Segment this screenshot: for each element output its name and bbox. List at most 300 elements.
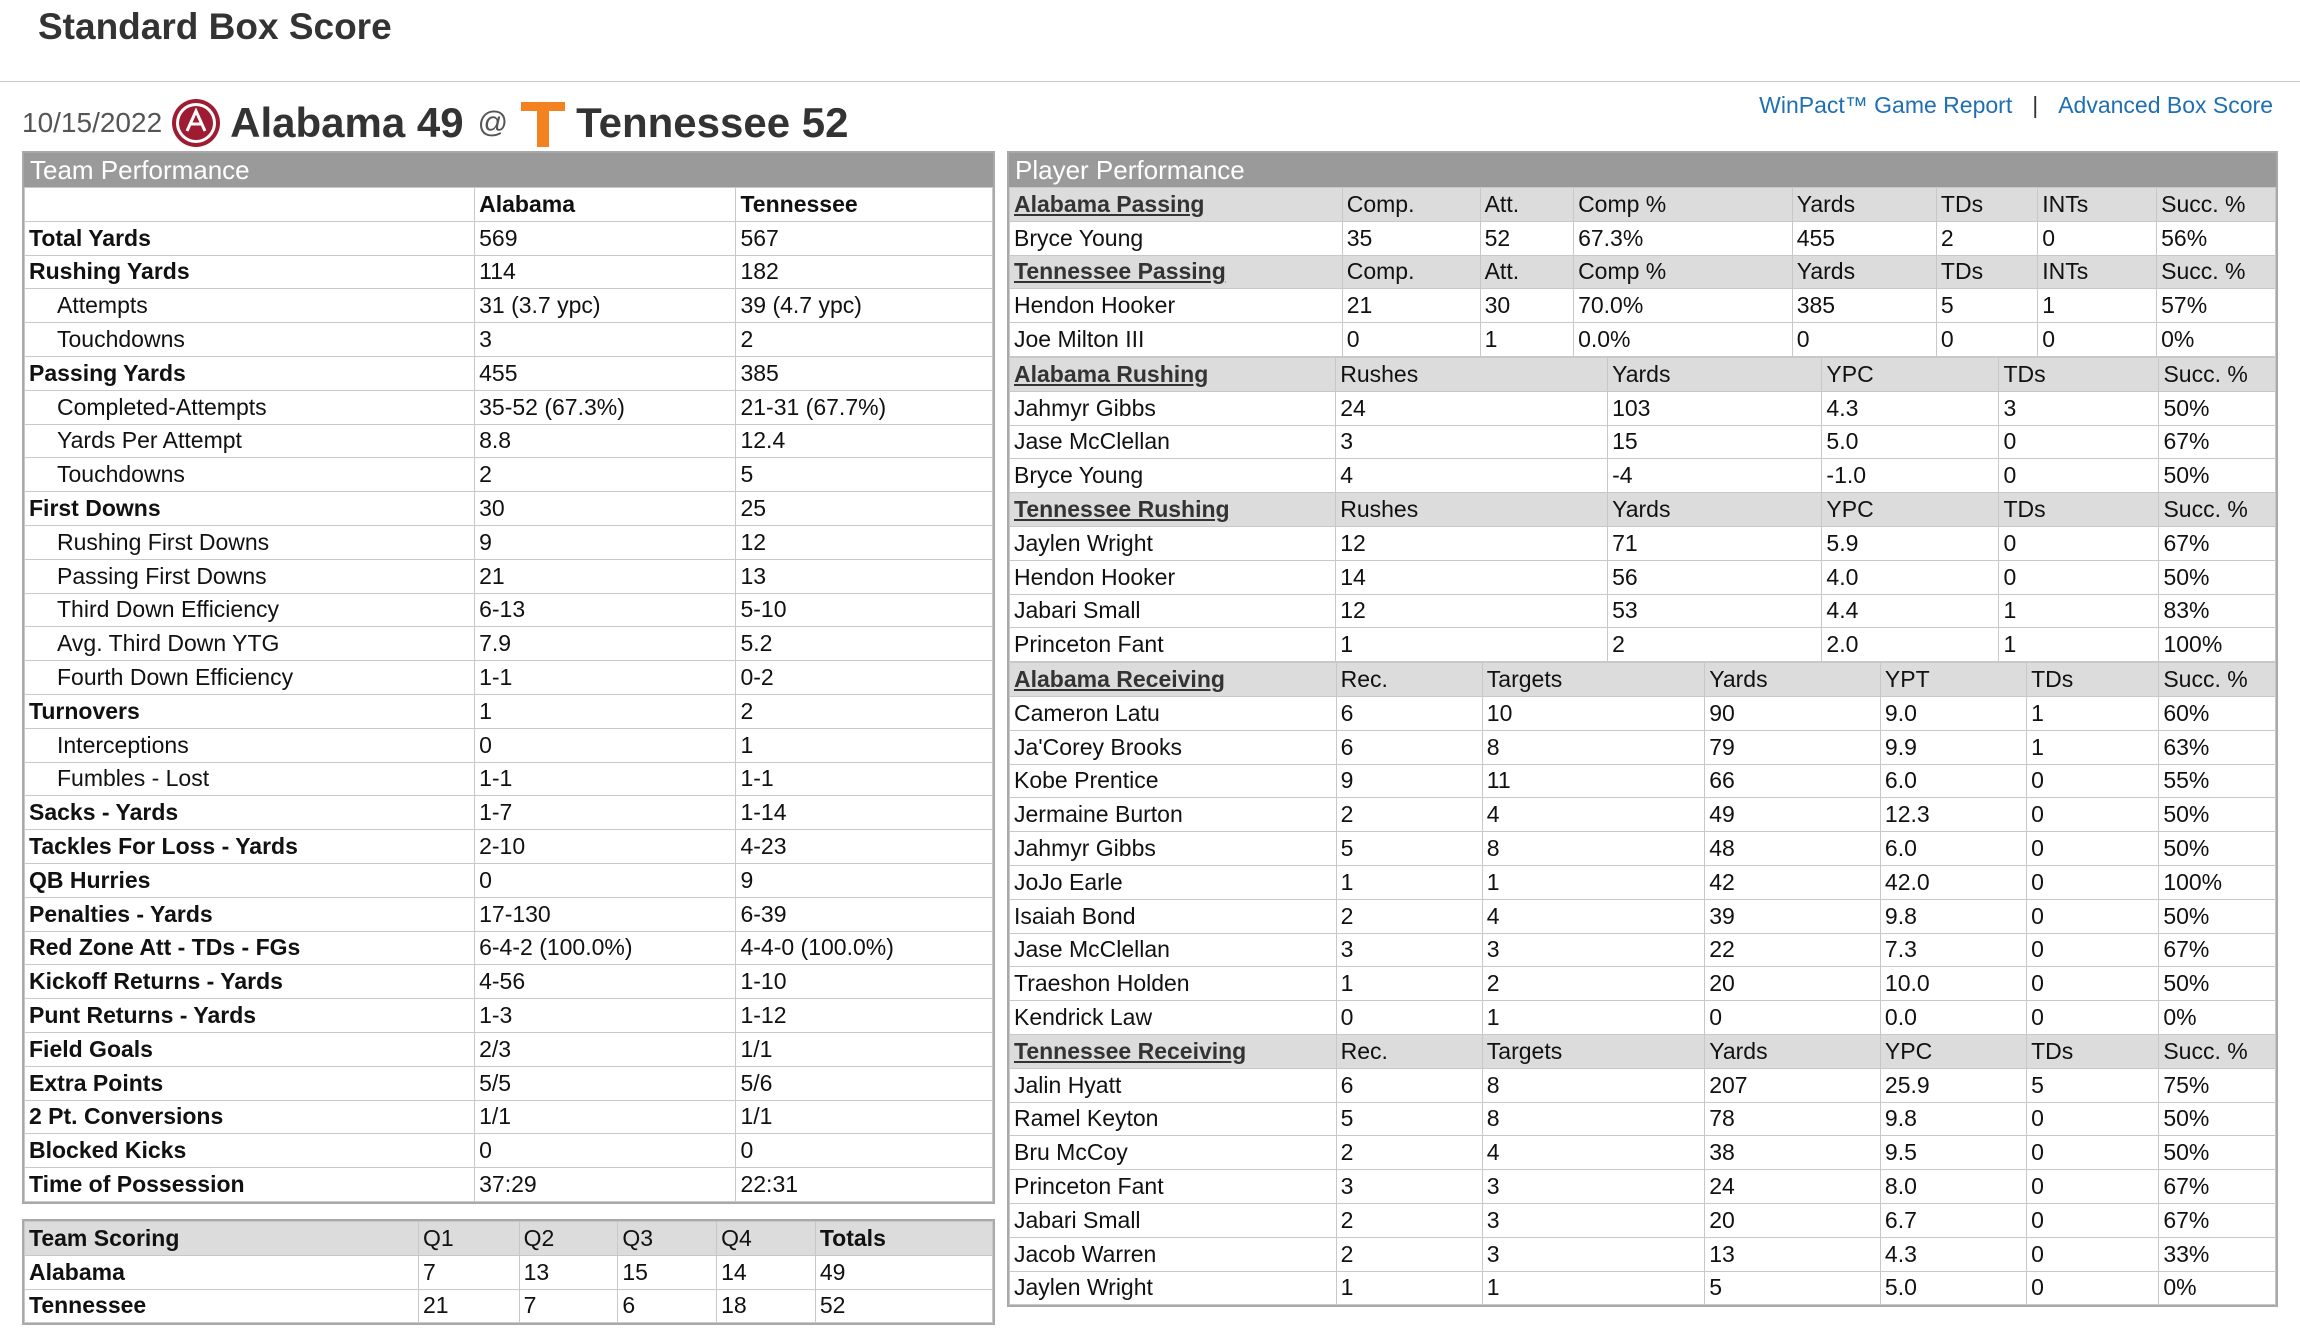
player-stat: 42 [1705,865,1881,899]
player-name: Jase McClellan [1010,425,1336,459]
player-name: Jaylen Wright [1010,1271,1337,1305]
player-stat: 0 [2027,1170,2159,1204]
player-row [1010,899,2276,933]
stat-value: 567 [736,221,993,255]
player-stat: 0 [1999,560,2159,594]
player-stat: 38 [1705,1136,1881,1170]
section-column-header: Comp % [1574,188,1793,222]
stat-value: 1-1 [736,762,993,796]
page-title: Standard Box Score [38,6,392,47]
section-title: Tennessee Receiving [1010,1034,1337,1068]
section-title: Alabama Passing [1010,188,1343,222]
scoring-team-name: Alabama [25,1255,419,1289]
stat-value: 5-10 [736,593,993,627]
player-row [1010,730,2276,764]
player-stat: 53 [1608,594,1822,628]
section-column-header: YPC [1880,1034,2026,1068]
player-row [1010,1237,2276,1271]
section-header-row [1010,357,2276,391]
section-column-header: Yards [1705,663,1881,697]
stat-value: 0 [475,1134,736,1168]
stat-value: 2 [736,323,993,357]
player-name: Jahmyr Gibbs [1010,832,1337,866]
stat-label: Third Down Efficiency [25,593,475,627]
player-stat: 5 [2027,1068,2159,1102]
section-column-header: Yards [1705,1034,1881,1068]
stat-row [25,492,993,526]
player-row [1010,391,2276,425]
stat-value: 5 [736,458,993,492]
player-stat: 15 [1608,425,1822,459]
player-stat: 1 [1336,967,1482,1001]
player-stat: 4 [1336,459,1608,493]
stat-row [25,390,993,424]
stat-value: 7.9 [475,627,736,661]
stat-label: Sacks - Yards [25,796,475,830]
player-row [1010,967,2276,1001]
section-header-row [1010,493,2276,527]
player-stat: 24 [1336,391,1608,425]
player-stat: 1 [1999,628,2159,662]
player-name: Cameron Latu [1010,696,1337,730]
stat-label: Interceptions [25,728,475,762]
player-stat: 20 [1705,967,1881,1001]
link-separator: | [2032,92,2039,118]
player-stat: 70.0% [1574,289,1793,323]
player-stat: 0 [2038,221,2157,255]
player-stat: 0% [2159,1001,2276,1035]
player-stat: 12 [1336,526,1608,560]
player-stat: 1 [2027,696,2159,730]
player-stat: 10.0 [1880,967,2026,1001]
stat-value: 2 [475,458,736,492]
player-row [1010,865,2276,899]
player-name: Jabari Small [1010,1203,1337,1237]
player-stat: 0 [2027,1237,2159,1271]
stat-value: 21 [475,559,736,593]
player-name: Kobe Prentice [1010,764,1337,798]
player-stat: 2 [1482,967,1704,1001]
stat-row [25,762,993,796]
player-stat: 14 [1336,560,1608,594]
quarter-score: 7 [418,1255,519,1289]
player-stat: 1 [1482,1001,1704,1035]
section-column-header: YPC [1822,357,1999,391]
stat-value: 13 [736,559,993,593]
player-stat: 71 [1608,526,1822,560]
player-stat: 42.0 [1880,865,2026,899]
player-stat: 0.0% [1574,323,1793,357]
quarter-score: 14 [717,1255,816,1289]
player-name: Jermaine Burton [1010,798,1337,832]
stat-value: 1-14 [736,796,993,830]
player-name: Joe Milton III [1010,323,1343,357]
player-stat-table [1009,357,2276,662]
stat-value: 3 [475,323,736,357]
player-stat: 5 [1336,1102,1482,1136]
player-stat: 79 [1705,730,1881,764]
player-name: Jalin Hyatt [1010,1068,1337,1102]
player-stat: 48 [1705,832,1881,866]
player-stat: 9.9 [1880,730,2026,764]
player-stat: 385 [1792,289,1936,323]
player-stat: 3 [1336,425,1608,459]
stat-label: Time of Possession [25,1168,475,1202]
player-stat: 0 [1999,459,2159,493]
scoring-column-header: Team Scoring [25,1222,419,1256]
stat-value: 1-3 [475,999,736,1033]
player-row [1010,628,2276,662]
stat-row [25,525,993,559]
player-name: Bryce Young [1010,459,1336,493]
stat-value: 1-1 [475,661,736,695]
player-name: Hendon Hooker [1010,289,1343,323]
player-stat-groups [1009,187,2276,1305]
stat-value: 1-7 [475,796,736,830]
scoring-column-header: Q4 [717,1222,816,1256]
quarter-score: 13 [519,1255,618,1289]
section-column-header: YPC [1822,493,1999,527]
player-stat: 5 [1705,1271,1881,1305]
stat-value: 1/1 [475,1100,736,1134]
player-stat: 5 [1336,832,1482,866]
player-stat: 0% [2157,323,2276,357]
player-stat-table [1009,662,2276,1305]
stat-value: 1-12 [736,999,993,1033]
player-stat: 100% [2159,628,2276,662]
section-column-header: Yards [1792,255,1936,289]
section-column-header: Att. [1480,255,1573,289]
player-stat: 22 [1705,933,1881,967]
section-title: Alabama Receiving [1010,663,1337,697]
stat-row [25,424,993,458]
stat-label: First Downs [25,492,475,526]
winpact-report-link[interactable]: WinPact™ Game Report [1759,92,2013,118]
scoring-column-header: Q2 [519,1222,618,1256]
player-name: JoJo Earle [1010,865,1337,899]
player-stat: 0 [2027,798,2159,832]
section-column-header: Rec. [1336,663,1482,697]
stat-label: Red Zone Att - TDs - FGs [25,931,475,965]
player-row [1010,696,2276,730]
quarter-score: 21 [418,1289,519,1323]
team-performance-column-header [25,188,993,222]
stat-value: 385 [736,356,993,390]
stat-row [25,559,993,593]
player-stat: 24 [1705,1170,1881,1204]
player-row [1010,832,2276,866]
player-stat: 207 [1705,1068,1881,1102]
stat-value: 455 [475,356,736,390]
stat-row [25,796,993,830]
player-stat: 1 [1336,1271,1482,1305]
stat-label: 2 Pt. Conversions [25,1100,475,1134]
player-stat: 5.9 [1822,526,1999,560]
player-stat: 50% [2159,1102,2276,1136]
player-stat: 50% [2159,391,2276,425]
column-header: Tennessee [736,188,993,222]
player-name: Ja'Corey Brooks [1010,730,1337,764]
player-stat: 2 [1336,899,1482,933]
at-sign: @ [477,106,509,139]
player-stat: 3 [1999,391,2159,425]
section-column-header: Comp. [1342,188,1480,222]
stat-row [25,694,993,728]
stat-label: Fumbles - Lost [25,762,475,796]
player-name: Traeshon Holden [1010,967,1337,1001]
section-header-row [1010,1034,2276,1068]
stat-value: 2/3 [475,1032,736,1066]
section-column-header: Targets [1482,1034,1704,1068]
stat-row [25,728,993,762]
stat-value: 30 [475,492,736,526]
player-stat: 0 [1999,425,2159,459]
report-links [1759,92,2273,119]
player-stat: 1 [1336,865,1482,899]
stat-row [25,1032,993,1066]
page-header [0,0,2300,82]
stat-label: Passing First Downs [25,559,475,593]
player-stat: 8 [1482,1068,1704,1102]
player-stat: 0 [2027,764,2159,798]
player-stat: 50% [2159,1136,2276,1170]
section-column-header: INTs [2038,188,2157,222]
player-row [1010,798,2276,832]
stat-row [25,1066,993,1100]
stat-value: 6-39 [736,897,993,931]
stat-value: 1-1 [475,762,736,796]
player-stat: 9.8 [1880,899,2026,933]
player-stat: 0 [1936,323,2037,357]
player-row [1010,764,2276,798]
stat-value: 0-2 [736,661,993,695]
player-stat: 67.3% [1574,221,1793,255]
column-header [25,188,475,222]
player-row [1010,1102,2276,1136]
player-stat: 4 [1482,798,1704,832]
player-stat: 6 [1336,730,1482,764]
stat-value: 25 [736,492,993,526]
player-performance-header: Player Performance [1009,153,2276,187]
player-row [1010,526,2276,560]
stat-value: 31 (3.7 ypc) [475,289,736,323]
stat-label: Touchdowns [25,323,475,357]
player-row [1010,1068,2276,1102]
player-stat: 2 [1336,1203,1482,1237]
player-stat: 2 [1336,1136,1482,1170]
player-stat: 0 [1999,526,2159,560]
stat-label: Rushing Yards [25,255,475,289]
stat-value: 6-4-2 (100.0%) [475,931,736,965]
stat-row [25,255,993,289]
player-stat: 0.0 [1880,1001,2026,1035]
team-scoring-table [24,1221,993,1323]
player-stat: 55% [2159,764,2276,798]
stat-label: Total Yards [25,221,475,255]
player-stat: 0 [2027,1203,2159,1237]
player-stat: 67% [2159,425,2276,459]
player-stat: 3 [1482,1237,1704,1271]
player-stat: 21 [1342,289,1480,323]
team-performance-table [24,187,993,1202]
player-row [1010,560,2276,594]
quarter-score: 15 [618,1255,717,1289]
stat-value: 12 [736,525,993,559]
player-stat: 67% [2159,1203,2276,1237]
player-stat: 4 [1482,1136,1704,1170]
section-column-header: Targets [1482,663,1704,697]
player-stat: 0 [1342,323,1480,357]
stat-value: 1 [475,694,736,728]
section-column-header: Yards [1608,493,1822,527]
quarter-score: 7 [519,1289,618,1323]
tennessee-logo-icon [518,97,568,149]
player-stat: 33% [2159,1237,2276,1271]
player-stat: 455 [1792,221,1936,255]
stat-value: 5.2 [736,627,993,661]
stat-row [25,830,993,864]
player-stat: 20 [1705,1203,1881,1237]
scoring-column-header: Q3 [618,1222,717,1256]
player-stat: 49 [1705,798,1881,832]
player-row [1010,323,2276,357]
team-performance-header: Team Performance [24,153,993,187]
player-name: Bru McCoy [1010,1136,1337,1170]
section-title: Tennessee Rushing [1010,493,1336,527]
player-stat: 8 [1482,832,1704,866]
section-column-header: TDs [1999,493,2159,527]
player-name: Ramel Keyton [1010,1102,1337,1136]
stat-value: 569 [475,221,736,255]
player-stat: 1 [1482,865,1704,899]
stat-label: Yards Per Attempt [25,424,475,458]
game-date: 10/15/2022 [22,107,163,138]
player-stat: 11 [1482,764,1704,798]
stat-value: 2-10 [475,830,736,864]
player-stat: 57% [2157,289,2276,323]
stat-value: 0 [475,863,736,897]
player-row [1010,1001,2276,1035]
stat-row [25,356,993,390]
stat-value: 4-4-0 (100.0%) [736,931,993,965]
stat-value: 2 [736,694,993,728]
stat-value: 1/1 [736,1100,993,1134]
player-stat: 9.8 [1880,1102,2026,1136]
player-row [1010,459,2276,493]
stat-value: 9 [475,525,736,559]
player-stat: 3 [1482,1203,1704,1237]
away-team-score: Alabama 49 [230,99,464,146]
stat-value: 6-13 [475,593,736,627]
player-stat: 10 [1482,696,1704,730]
stat-value: 35-52 (67.3%) [475,390,736,424]
player-stat: 1 [1482,1271,1704,1305]
stat-label: QB Hurries [25,863,475,897]
player-stat: 50% [2159,798,2276,832]
quarter-score: 18 [717,1289,816,1323]
player-stat: 6.7 [1880,1203,2026,1237]
player-stat: 8 [1482,730,1704,764]
player-stat-table [1009,187,2276,357]
scoring-team-name: Tennessee [25,1289,419,1323]
stat-value: 12.4 [736,424,993,458]
player-stat: 56% [2157,221,2276,255]
section-column-header: Succ. % [2159,357,2276,391]
player-stat: 9 [1336,764,1482,798]
player-stat: 3 [1336,1170,1482,1204]
section-title: Alabama Rushing [1010,357,1336,391]
stat-label: Fourth Down Efficiency [25,661,475,695]
player-stat: 8 [1482,1102,1704,1136]
stat-value: 1 [736,728,993,762]
player-stat: 0 [1336,1001,1482,1035]
stat-value: 9 [736,863,993,897]
player-row [1010,933,2276,967]
player-stat: 50% [2159,832,2276,866]
player-stat: 12.3 [1880,798,2026,832]
player-stat: 2 [1336,1237,1482,1271]
player-stat: 6 [1336,1068,1482,1102]
section-column-header: Succ. % [2159,1034,2276,1068]
player-stat: 60% [2159,696,2276,730]
stat-value: 21-31 (67.7%) [736,390,993,424]
player-stat: 2 [1336,798,1482,832]
player-stat: 50% [2159,967,2276,1001]
player-stat: 0 [1792,323,1936,357]
player-stat: 67% [2159,526,2276,560]
player-stat: 0 [2038,323,2157,357]
stat-row [25,1100,993,1134]
player-stat: 0% [2159,1271,2276,1305]
player-stat: 5 [1936,289,2037,323]
player-stat: 103 [1608,391,1822,425]
advanced-box-score-link[interactable]: Advanced Box Score [2058,92,2273,118]
player-row [1010,221,2276,255]
section-title: Tennessee Passing [1010,255,1343,289]
player-row [1010,1203,2276,1237]
section-column-header: Succ. % [2157,188,2276,222]
section-column-header: Rushes [1336,357,1608,391]
section-column-header: Succ. % [2157,255,2276,289]
section-header-row [1010,255,2276,289]
player-row [1010,1271,2276,1305]
player-name: Bryce Young [1010,221,1343,255]
player-row [1010,594,2276,628]
player-stat: 66 [1705,764,1881,798]
player-row [1010,289,2276,323]
player-stat: 50% [2159,899,2276,933]
stat-label: Blocked Kicks [25,1134,475,1168]
player-stat: 75% [2159,1068,2276,1102]
stat-label: Passing Yards [25,356,475,390]
player-stat: 0 [2027,1136,2159,1170]
section-column-header: Yards [1608,357,1822,391]
section-column-header: TDs [1936,255,2037,289]
stat-value: 114 [475,255,736,289]
section-column-header: TDs [2027,1034,2159,1068]
player-stat: 6 [1336,696,1482,730]
player-row [1010,425,2276,459]
game-summary [22,94,848,152]
stat-row [25,627,993,661]
player-stat: 9.5 [1880,1136,2026,1170]
quarter-score: 52 [815,1289,992,1323]
stat-row [25,661,993,695]
stat-label: Kickoff Returns - Yards [25,965,475,999]
section-column-header: Comp. [1342,255,1480,289]
player-stat: 67% [2159,933,2276,967]
player-stat: 4.4 [1822,594,1999,628]
